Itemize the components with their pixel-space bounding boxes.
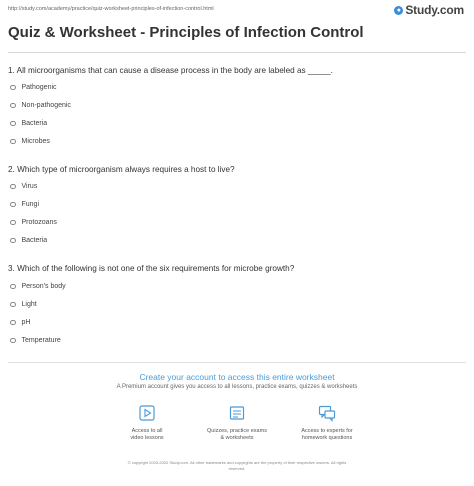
question-1-option-2[interactable] bbox=[10, 102, 71, 109]
feature-video-lessons bbox=[102, 404, 192, 442]
radio-button[interactable] bbox=[10, 320, 16, 326]
question-1-option-3[interactable] bbox=[10, 120, 47, 127]
feature-label: homework questions bbox=[301, 435, 353, 441]
radio-button[interactable] bbox=[10, 103, 16, 109]
page-title: Quiz & Worksheet - Principles of Infection Control bbox=[8, 24, 364, 41]
copyright-footer bbox=[0, 460, 474, 472]
title-divider bbox=[8, 52, 466, 53]
copyright-line-2: reserved. bbox=[228, 466, 246, 471]
option-label: Virus bbox=[21, 183, 38, 190]
create-account-link[interactable]: Create your account to access this entire worksheet bbox=[139, 372, 335, 382]
question-3: 3. Which of the following is not one of the six requirements for microbe growth? bbox=[8, 264, 295, 273]
question-3-option-1[interactable] bbox=[10, 283, 66, 290]
cta-divider bbox=[8, 362, 466, 363]
question-2-option-3[interactable] bbox=[10, 219, 57, 226]
option-label: Pathogenic bbox=[21, 84, 57, 91]
feature-label: Access to experts for bbox=[301, 428, 353, 434]
feature-experts bbox=[282, 404, 372, 442]
feature-label: Quizzes, practice exams bbox=[207, 428, 267, 434]
radio-button[interactable] bbox=[10, 202, 16, 208]
option-label: Non-pathogenic bbox=[21, 102, 71, 109]
question-1: 1. All microorganisms that can cause a disease process in the body are labeled as _____. bbox=[8, 66, 333, 75]
option-label: Bacteria bbox=[21, 237, 48, 244]
question-3-option-4[interactable] bbox=[10, 337, 61, 344]
question-2-option-1[interactable] bbox=[10, 183, 37, 190]
option-label: Bacteria bbox=[21, 120, 48, 127]
question-2: 2. Which type of microorganism always requires a host to live? bbox=[8, 165, 235, 174]
feature-quizzes bbox=[192, 404, 282, 442]
option-label: Light bbox=[21, 301, 37, 308]
option-label: Person's body bbox=[21, 283, 66, 290]
radio-button[interactable] bbox=[10, 121, 16, 127]
option-label: Fungi bbox=[21, 201, 40, 208]
option-label: Temperature bbox=[21, 337, 61, 344]
option-label: pH bbox=[21, 319, 31, 326]
radio-button[interactable] bbox=[10, 338, 16, 344]
question-3-option-3[interactable] bbox=[10, 319, 30, 326]
study-logo-icon: ● bbox=[394, 6, 403, 15]
quiz-icon bbox=[228, 404, 246, 422]
study-logo-text: Study.com bbox=[405, 3, 464, 17]
question-3-option-2[interactable] bbox=[10, 301, 37, 308]
question-2-option-4[interactable] bbox=[10, 237, 47, 244]
copyright-line-1: © copyright 2003-2020 Study.com. All other trademarks and copyrights are the property of their respective owners. All rights bbox=[127, 460, 347, 465]
study-logo[interactable] bbox=[394, 3, 464, 17]
radio-button[interactable] bbox=[10, 238, 16, 244]
option-label: Protozoans bbox=[21, 219, 57, 226]
chat-icon bbox=[318, 404, 336, 422]
question-1-option-1[interactable] bbox=[10, 84, 57, 91]
question-1-option-4[interactable] bbox=[10, 138, 50, 145]
radio-button[interactable] bbox=[10, 284, 16, 290]
radio-button[interactable] bbox=[10, 302, 16, 308]
radio-button[interactable] bbox=[10, 85, 16, 91]
feature-label: Access to all bbox=[131, 428, 163, 434]
feature-label: & worksheets bbox=[220, 435, 254, 441]
radio-button[interactable] bbox=[10, 184, 16, 190]
page-url: http://study.com/academy/practice/quiz-worksheet-principles-of-infection-control.html bbox=[8, 6, 214, 12]
radio-button[interactable] bbox=[10, 139, 16, 145]
premium-description: A Premium account gives you access to all lessons, practice exams, quizzes & worksheets bbox=[116, 384, 358, 390]
video-icon bbox=[138, 404, 156, 422]
option-label: Microbes bbox=[21, 138, 50, 145]
question-2-option-2[interactable] bbox=[10, 201, 39, 208]
feature-label: video lessons bbox=[130, 435, 164, 441]
radio-button[interactable] bbox=[10, 220, 16, 226]
